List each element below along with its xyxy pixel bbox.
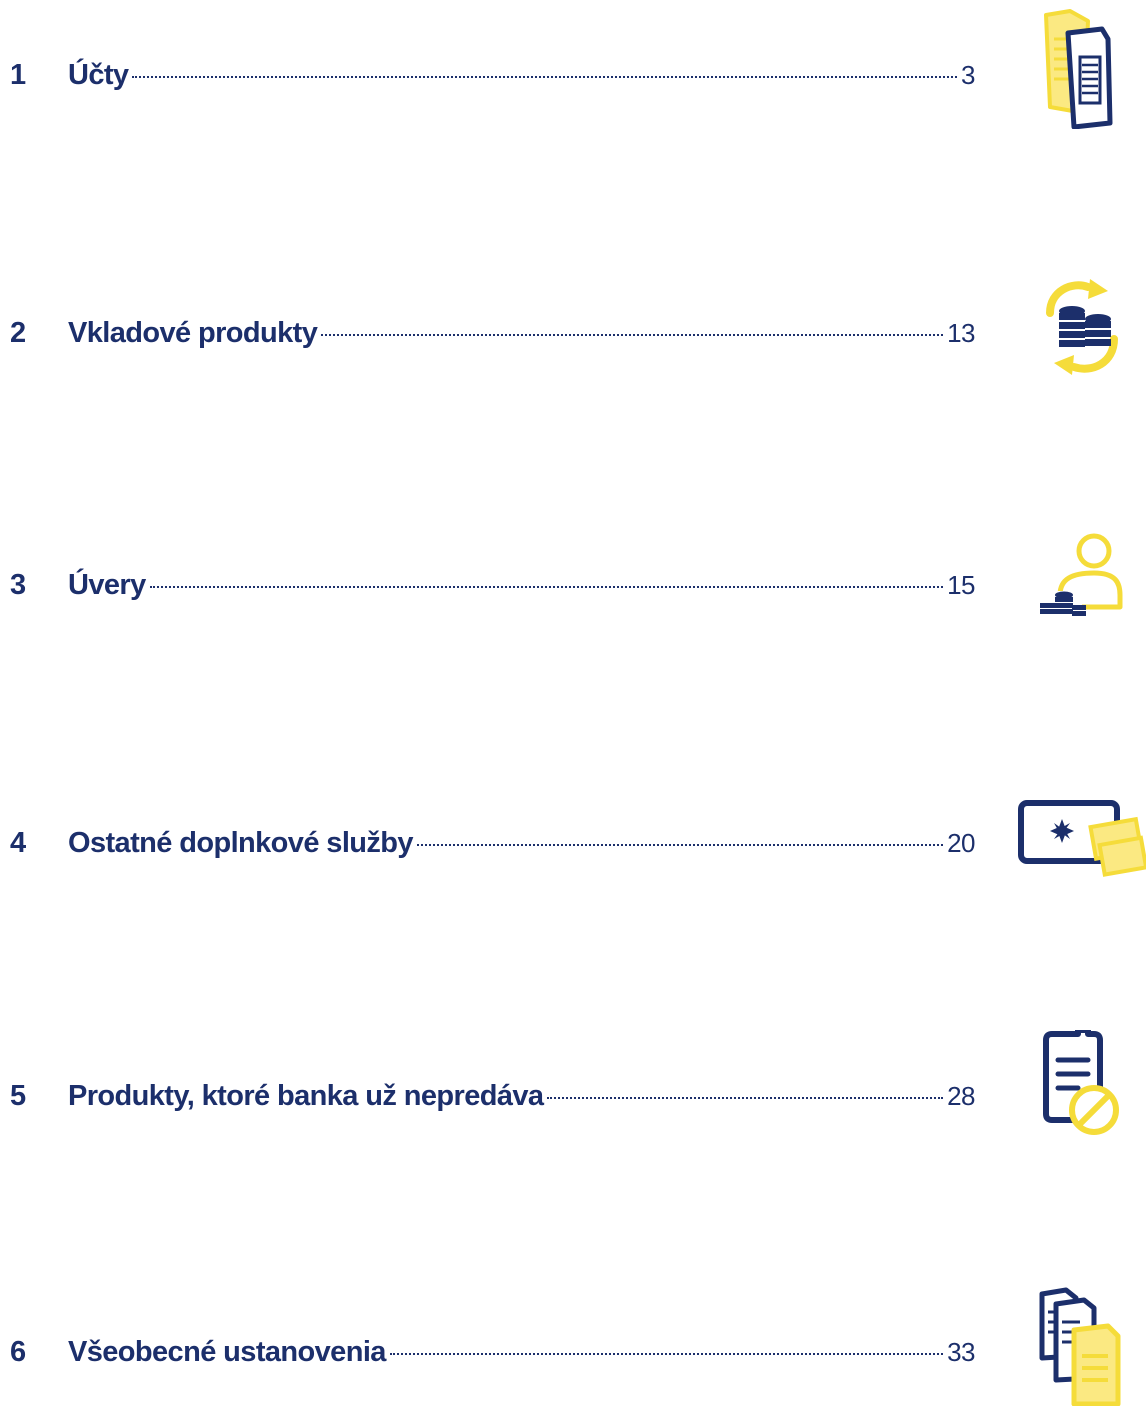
toc-entry-title[interactable]: Ostatné doplnkové služby [68, 827, 413, 859]
toc-entry[interactable] [0, 813, 1146, 873]
toc-entry-line[interactable] [10, 813, 975, 873]
documents-icon [1040, 9, 1120, 129]
toc-dot-leader [321, 334, 943, 336]
toc-entry-number: 2 [10, 317, 26, 349]
toc-entry-number: 6 [10, 1336, 26, 1368]
document-forbidden-icon [1038, 1030, 1122, 1140]
toc-entry-line[interactable] [10, 555, 975, 615]
toc-entry-page[interactable]: 28 [947, 1081, 975, 1111]
toc-dot-leader [390, 1353, 943, 1355]
toc-dot-leader [547, 1097, 943, 1099]
toc-entry-line[interactable] [10, 1066, 975, 1126]
toc-entry-title[interactable]: Úvery [68, 569, 146, 601]
toc-entry[interactable] [0, 1322, 1146, 1382]
toc-entry-title[interactable]: Všeobecné ustanovenia [68, 1336, 386, 1368]
toc-entry-line[interactable] [10, 303, 975, 363]
toc-dot-leader [150, 586, 943, 588]
toc-entry-number: 4 [10, 827, 26, 859]
toc-entry-page[interactable]: 15 [947, 570, 975, 600]
toc-entry[interactable] [0, 303, 1146, 363]
cards-icon [1016, 795, 1146, 885]
toc-dot-leader [417, 844, 943, 846]
toc-entry-title[interactable]: Účty [68, 59, 129, 91]
toc-entry-number: 1 [10, 59, 26, 91]
toc-entry-page[interactable]: 20 [947, 828, 975, 858]
toc-entry-title[interactable]: Produkty, ktoré banka už nepredáva [68, 1080, 544, 1112]
toc-entry-page[interactable]: 33 [947, 1337, 975, 1367]
toc-dot-leader [132, 76, 957, 78]
toc-entry[interactable] [0, 555, 1146, 615]
person-coins-icon [1036, 531, 1126, 621]
toc-entry-page[interactable]: 3 [961, 60, 975, 90]
toc-entry-page[interactable]: 13 [947, 318, 975, 348]
document-stack-icon [1036, 1286, 1122, 1406]
toc-entry-line[interactable] [10, 1322, 975, 1382]
toc-entry[interactable] [0, 45, 1146, 105]
toc-entry-number: 5 [10, 1080, 26, 1112]
coins-exchange-icon [1042, 277, 1122, 377]
toc-entry-number: 3 [10, 569, 26, 601]
toc-entry-title[interactable]: Vkladové produkty [68, 317, 318, 349]
toc-entry-line[interactable] [10, 45, 975, 105]
toc-entry[interactable] [0, 1066, 1146, 1126]
